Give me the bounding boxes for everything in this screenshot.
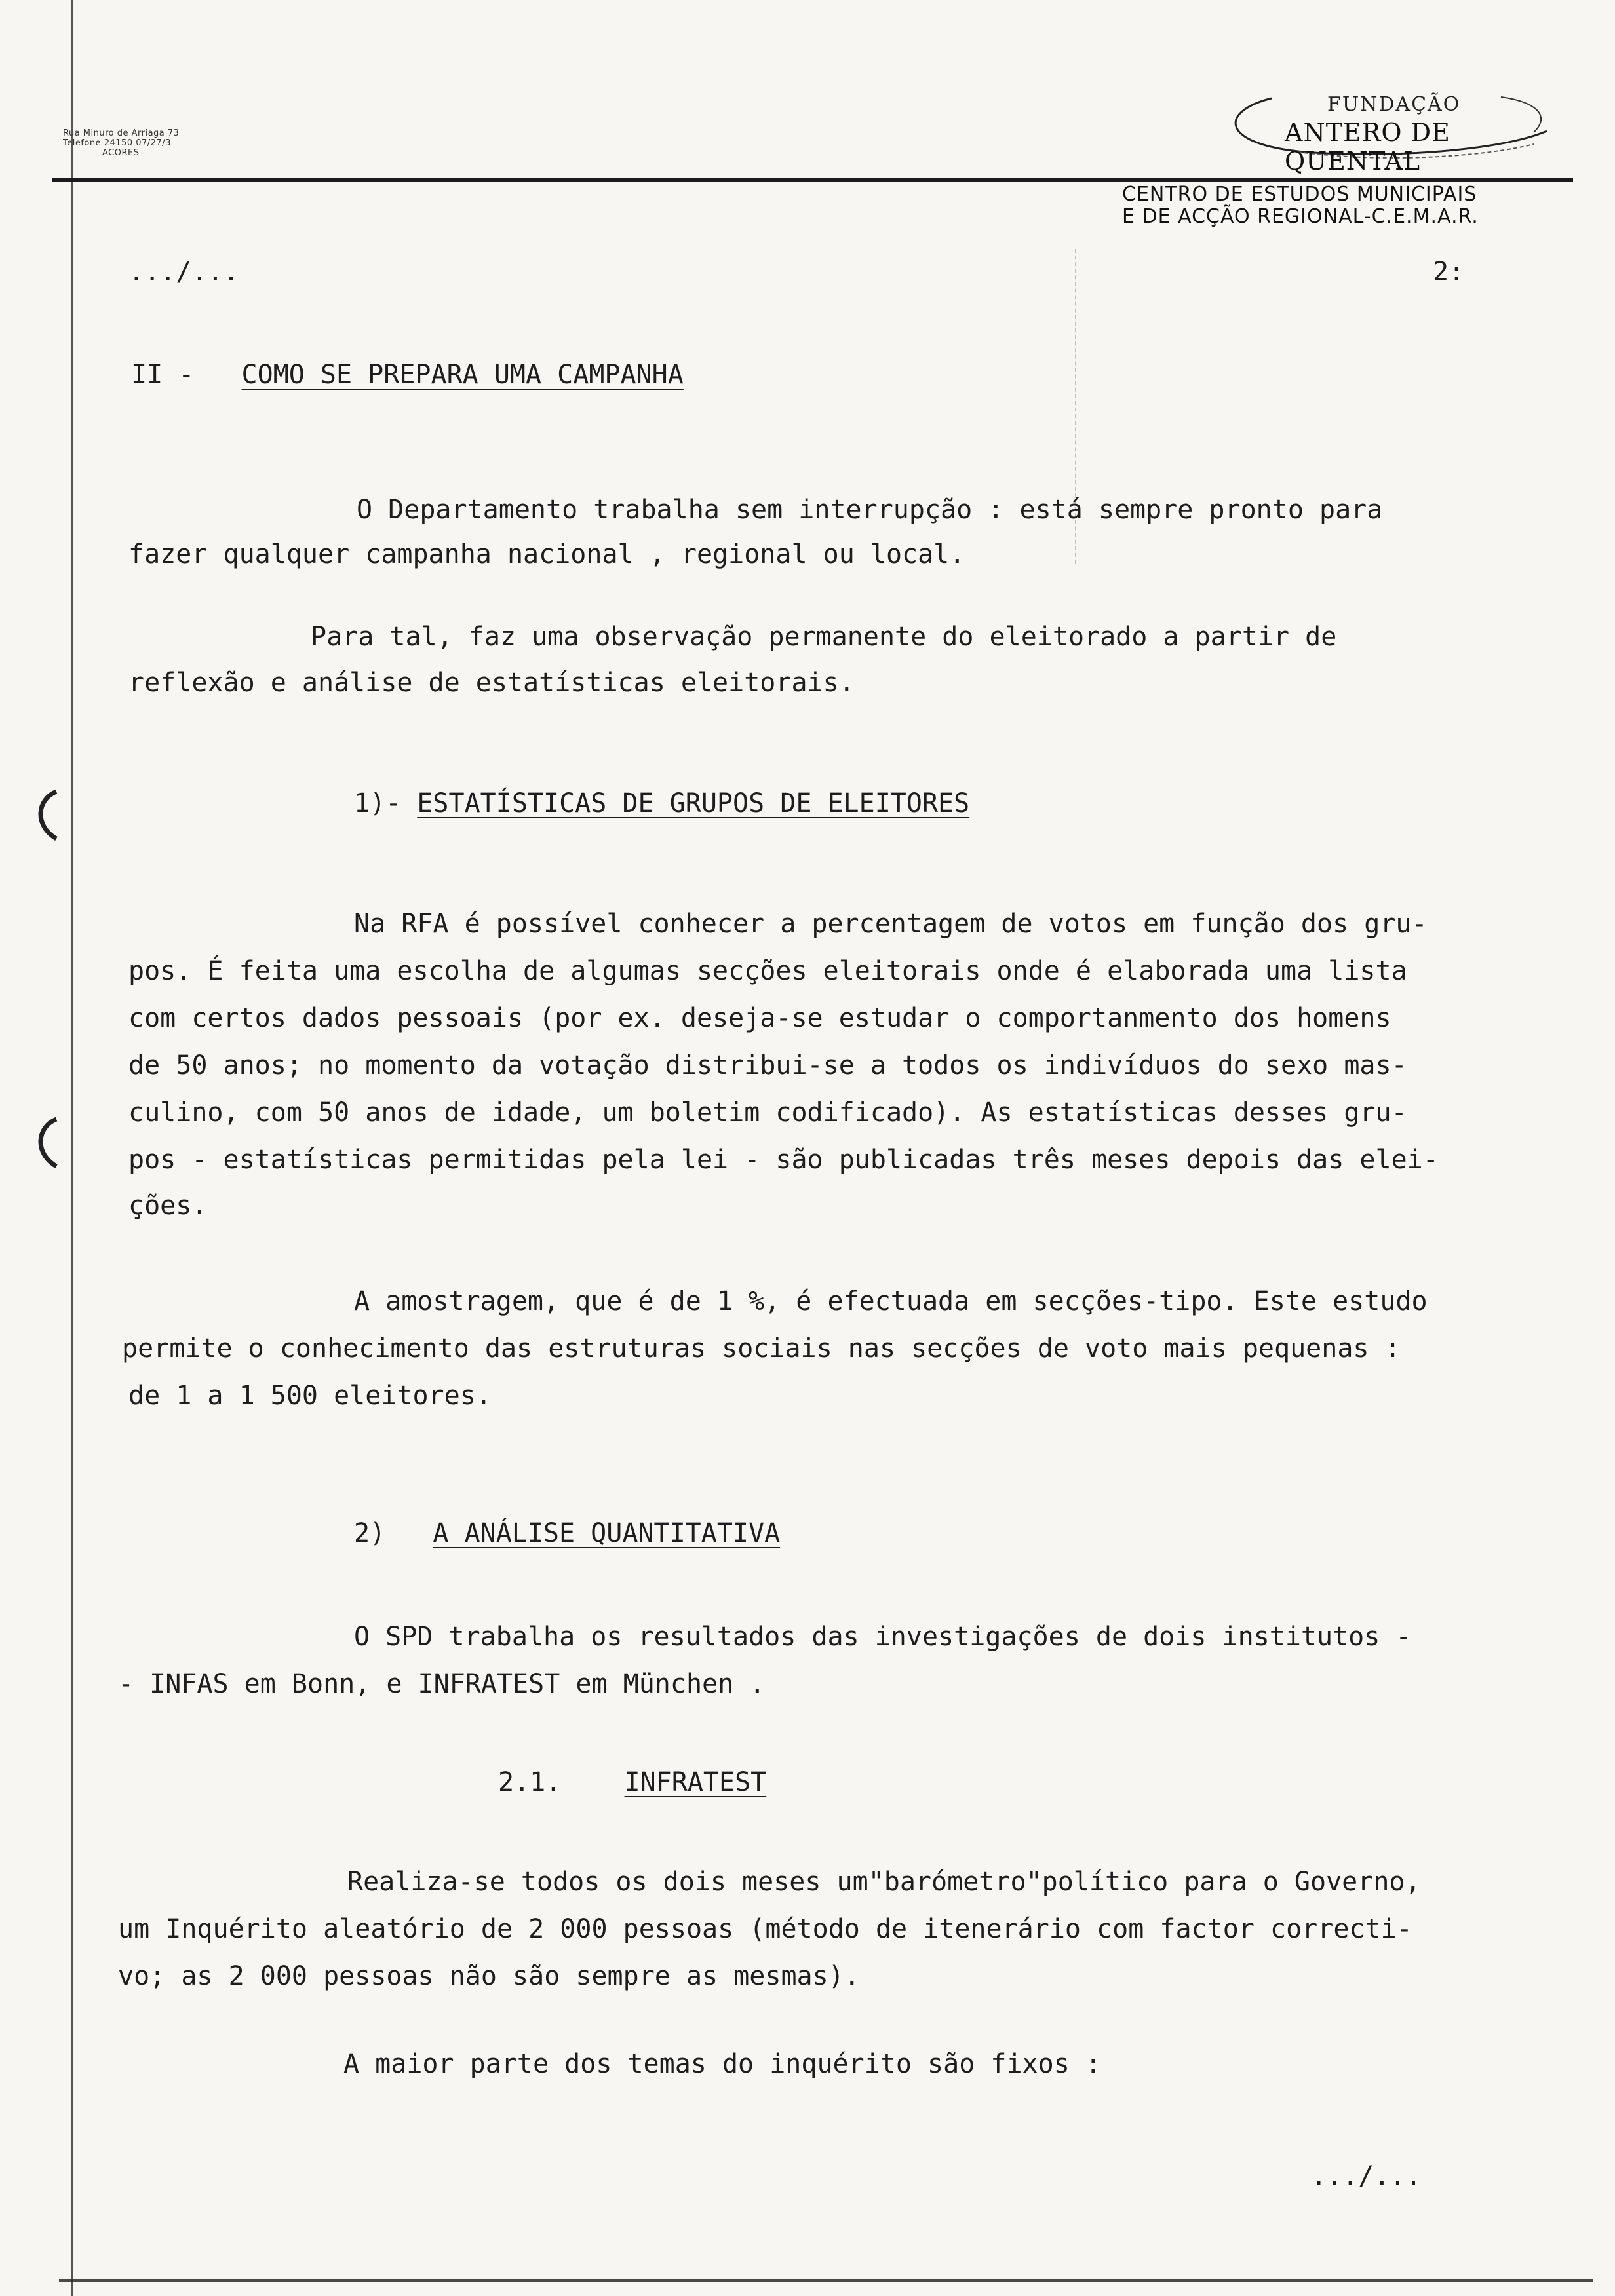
subsection-number: 2.1. [498,1767,562,1797]
section-heading [131,349,684,401]
section-number: II - [131,360,195,390]
header-rule [52,178,1573,182]
paragraph-line: culino, com 50 anos de idade, um boletim codificado). As estatísticas desses gru- [128,1098,1407,1128]
institution-line: E DE ACÇÃO REGIONAL-C.E.M.A.R. [1122,205,1479,228]
paragraph-line: um Inquérito aleatório de 2 000 pessoas (método de itenerário com factor correcti- [118,1914,1412,1944]
address-line: Telefone 24150 07/27/3 [63,138,171,148]
paragraph-line: A amostragem, que é de 1 %, é efectuada em secções-tipo. Este estudo [354,1286,1428,1316]
paragraph-line: de 1 a 1 500 eleitores. [128,1381,492,1411]
paragraph-line: pos - estatísticas permitidas pela lei - são publicadas três meses depois das elei- [128,1145,1439,1175]
paragraph-line: ções. [128,1191,208,1221]
address-line: ACORES [102,148,140,158]
page-number: 2: [1433,257,1465,287]
subsection-title: ESTATÍSTICAS DE GRUPOS DE ELEITORES [417,788,970,818]
paragraph-line: reflexão e análise de estatísticas eleitorais. [128,668,855,698]
subsection-heading [354,1507,780,1559]
paragraph-line: pos. É feita uma escolha de algumas secções eleitorais onde é elaborada uma lista [128,956,1407,986]
paragraph-line: O SPD trabalha os resultados das investigações de dois institutos - [354,1622,1412,1652]
institution-line: CENTRO DE ESTUDOS MUNICIPAIS [1122,183,1477,206]
continuation-marker-bottom: .../... [1311,2161,1422,2191]
binder-clip-mark [30,1114,69,1173]
paragraph-line: fazer qualquer campanha nacional , regional ou local. [128,539,965,569]
left-margin-line [71,0,73,2296]
binder-clip-mark [30,786,69,845]
paragraph-line: O Departamento trabalha sem interrupção : está sempre pronto para [357,495,1383,525]
paragraph-line: Realiza-se todos os dois meses um"barómetro"político para o Governo, [347,1867,1421,1897]
address-line: Rua Minuro de Arriaga 73 [63,128,180,138]
logo-line2: ANTERO DE QUENTAL [1285,118,1450,176]
fundacao-logo [1193,79,1560,176]
paragraph-line: vo; as 2 000 pessoas não são sempre as mesmas). [118,1961,860,1991]
subsection-heading [498,1756,766,1808]
paragraph-line: A maior parte dos temas do inquérito são fixos : [343,2049,1101,2079]
continuation-marker-top: .../... [128,257,239,287]
section-title: COMO SE PREPARA UMA CAMPANHA [241,360,684,390]
subsection-title: INFRATEST [624,1767,767,1797]
subsection-number: 2) [354,1518,386,1548]
footer-rule [59,2279,1593,2282]
paragraph-line: permite o conhecimento das estruturas sociais nas secções de voto mais pequenas : [122,1333,1401,1364]
subsection-heading [354,777,969,830]
subsection-number: 1)- [354,788,402,818]
sender-address [63,128,260,158]
paragraph-line: de 50 anos; no momento da votação distribui-se a todos os indivíduos do sexo mas- [128,1050,1407,1081]
institution-name [1122,183,1568,228]
subsection-title: A ANÁLISE QUANTITATIVA [433,1518,781,1548]
paragraph-line: com certos dados pessoais (por ex. deseja-se estudar o comportanmento dos homens [128,1003,1391,1033]
paragraph-line: Na RFA é possível conhecer a percentagem de votos em função dos gru- [354,909,1428,939]
logo-line1: FUNDAÇÃO [1327,93,1461,116]
paragraph-line: Para tal, faz uma observação permanente do eleitorado a partir de [311,622,1337,652]
paragraph-line: - INFAS em Bonn, e INFRATEST em München . [118,1669,766,1699]
